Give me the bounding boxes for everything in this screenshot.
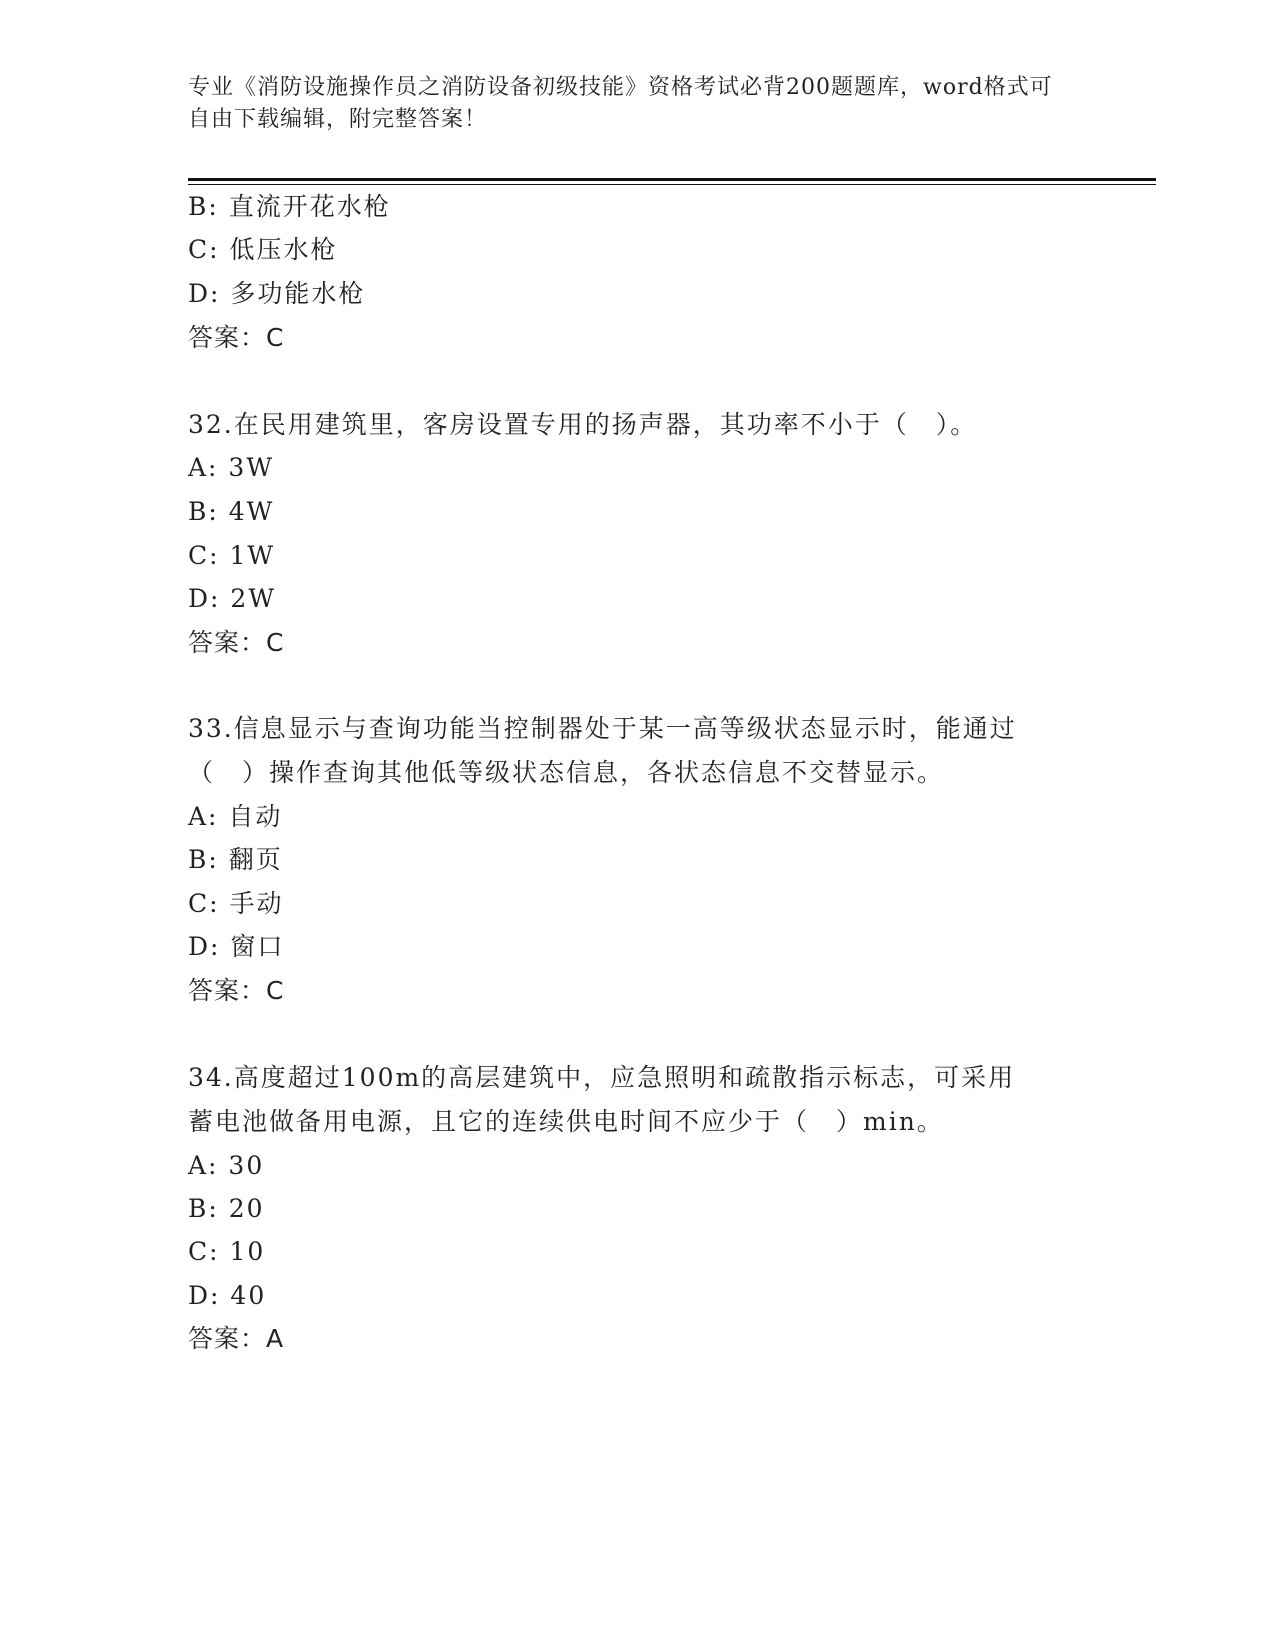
q33-stem-line-1: 33.信息显示与查询功能当控制器处于某一高等级状态显示时，能通过 [188, 714, 1017, 743]
q34-option-a: A: 30 [188, 1151, 265, 1180]
q32-option-a: A: 3W [188, 453, 275, 482]
q34-answer: 答案：A [188, 1324, 285, 1353]
q31-option-c: C: 低压水枪 [188, 235, 338, 264]
q34-option-d: D: 40 [188, 1281, 267, 1310]
q31-answer: 答案：C [188, 323, 285, 352]
document-header: 专业《消防设施操作员之消防设备初级技能》资格考试必背200题题库，word格式可自由下载编辑，附完整答案！ [188, 75, 1053, 132]
q33-stem-line-2: （ ）操作查询其他低等级状态信息，各状态信息不交替显示。 [188, 758, 945, 787]
q31-option-b: B: 直流开花水枪 [188, 192, 391, 221]
header-rule-thick [188, 178, 1156, 181]
q31-option-d: D: 多功能水枪 [188, 279, 366, 308]
q34-stem-line-2: 蓄电池做备用电源，且它的连续供电时间不应少于（ ）min。 [188, 1107, 944, 1136]
q33-option-c: C: 手动 [188, 889, 284, 918]
q33-answer: 答案：C [188, 976, 285, 1005]
q32-option-c: C: 1W [188, 541, 276, 570]
q33-option-d: D: 窗口 [188, 932, 285, 961]
q34-stem-line-1: 34.高度超过100m的高层建筑中，应急照明和疏散指示标志，可采用 [188, 1063, 1016, 1092]
q32-answer: 答案：C [188, 628, 285, 657]
q34-option-c: C: 10 [188, 1237, 266, 1266]
q33-option-b: B: 翻页 [188, 845, 283, 874]
q32-stem: 32.在民用建筑里，客房设置专用的扬声器，其功率不小于（ ）。 [188, 410, 978, 439]
q34-option-b: B: 20 [188, 1194, 265, 1223]
header-rule-thin [188, 184, 1156, 185]
q33-option-a: A: 自动 [188, 802, 283, 831]
q32-option-b: B: 4W [188, 497, 275, 526]
q32-option-d: D: 2W [188, 584, 277, 613]
